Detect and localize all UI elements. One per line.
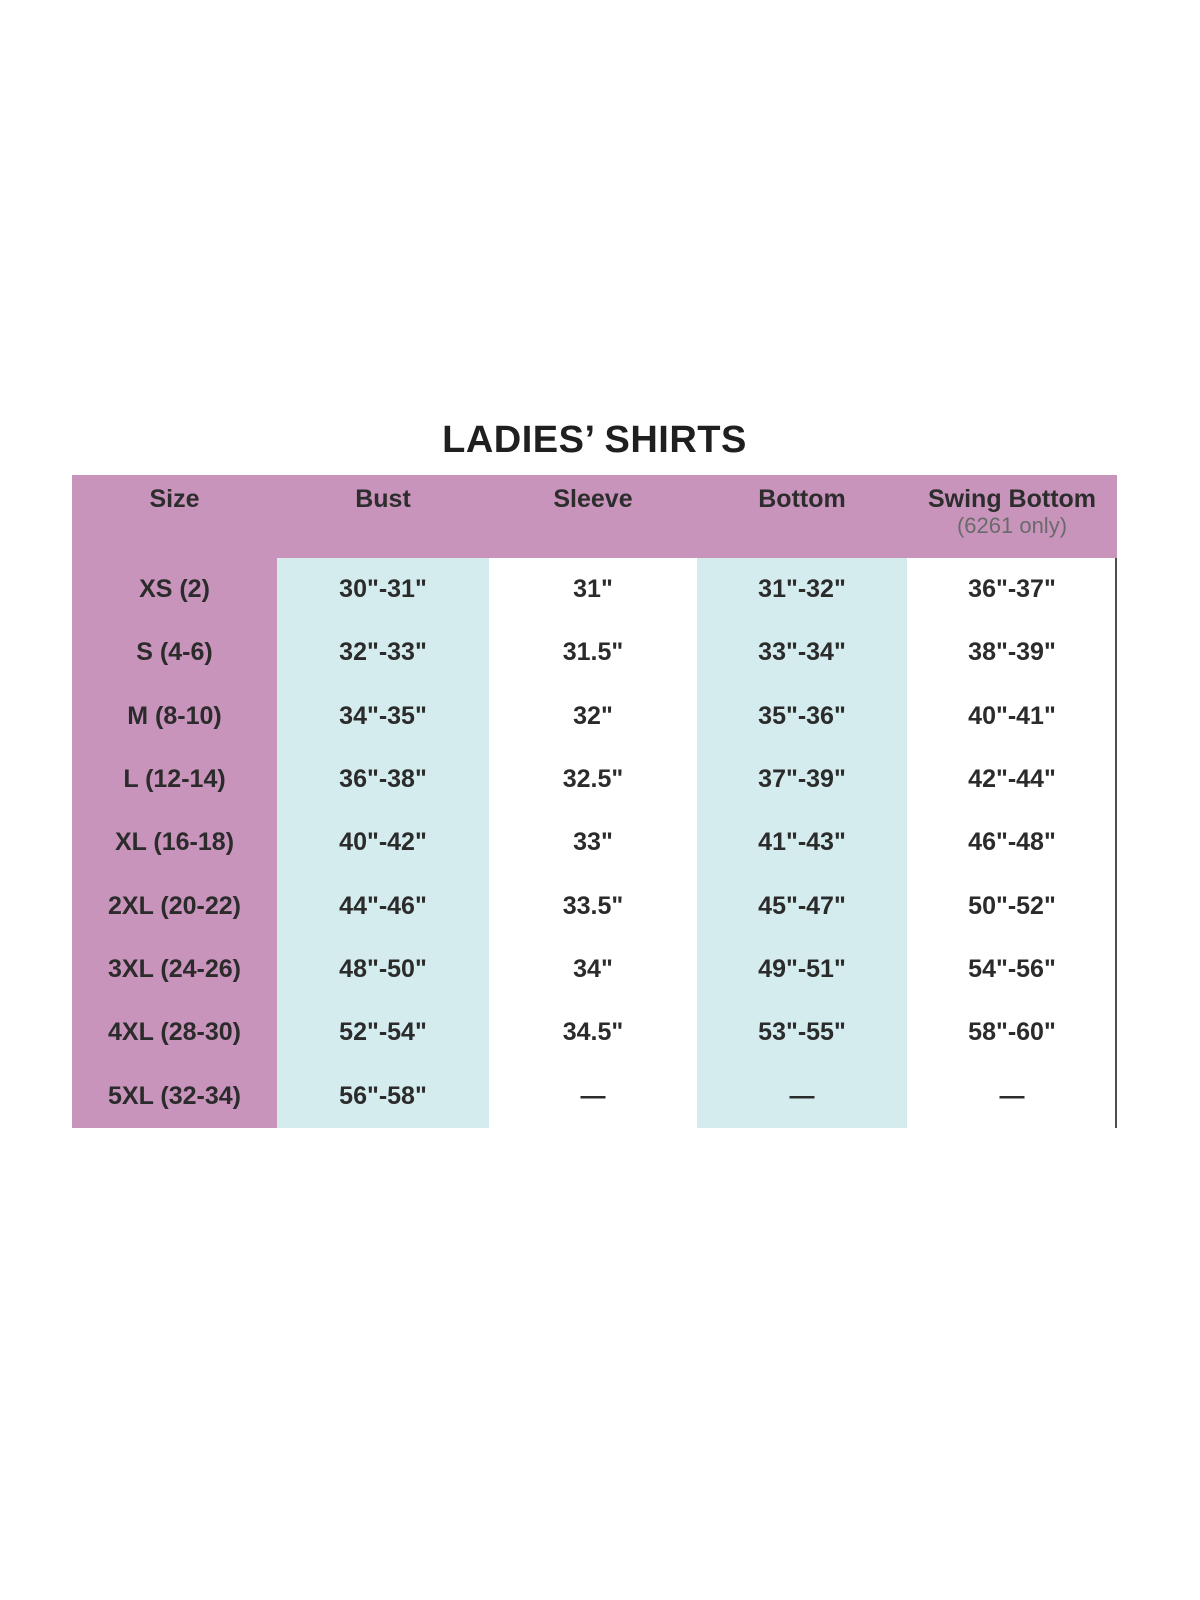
column-header-size: Size (149, 485, 200, 513)
bottom-cell: — (697, 1065, 907, 1128)
bust-cell: 48"-50" (277, 938, 489, 1001)
bust-cell: 44"-46" (277, 875, 489, 938)
bottom-cell: 33"-34" (697, 621, 907, 684)
swing-bottom-cell: — (999, 1081, 1025, 1110)
row-size-label: 2XL (20-22) (72, 875, 277, 938)
table-header-row (72, 475, 1117, 558)
row-size-label: XL (16-18) (72, 811, 277, 874)
bust-cell: 56"-58" (277, 1065, 489, 1128)
swing-bottom-cell: 46"-48" (968, 828, 1056, 857)
sleeve-cell: 32" (573, 701, 613, 730)
row-size-label: L (12-14) (72, 748, 277, 811)
swing-bottom-cell: 54"-56" (968, 955, 1056, 984)
bottom-cell: 31"-32" (697, 558, 907, 621)
column-header-swing-bottom-note: (6261 only) (956, 513, 1068, 538)
row-size-label: M (8-10) (72, 685, 277, 748)
table-body (72, 558, 1117, 1128)
swing-bottom-cell: 58"-60" (968, 1018, 1056, 1047)
row-size-label: XS (2) (72, 558, 277, 621)
sleeve-cell: 33.5" (562, 891, 624, 920)
bust-cell: 52"-54" (277, 1001, 489, 1064)
bottom-cell: 53"-55" (697, 1001, 907, 1064)
row-size-label: S (4-6) (72, 621, 277, 684)
swing-bottom-cell: 38"-39" (968, 638, 1056, 667)
column-header-bust: Bust (355, 485, 411, 513)
bust-cell: 34"-35" (277, 685, 489, 748)
bust-cell: 36"-38" (277, 748, 489, 811)
column-header-bottom: Bottom (758, 485, 846, 513)
size-chart-table (72, 475, 1117, 1128)
bust-cell: 32"-33" (277, 621, 489, 684)
swing-bottom-cell: 36"-37" (968, 575, 1056, 604)
sleeve-cell: 33" (573, 828, 613, 857)
bottom-cell: 37"-39" (697, 748, 907, 811)
sleeve-cell: 34.5" (562, 1018, 624, 1047)
swing-bottom-cell: 42"-44" (968, 765, 1056, 794)
swing-bottom-cell: 40"-41" (968, 701, 1056, 730)
sleeve-cell: 31.5" (562, 638, 624, 667)
sleeve-cell: 32.5" (562, 765, 624, 794)
bust-cell: 30"-31" (277, 558, 489, 621)
column-header-swing-bottom-label: Swing Bottom (927, 485, 1097, 513)
column-header-sleeve: Sleeve (553, 485, 633, 513)
bottom-cell: 49"-51" (697, 938, 907, 1001)
sleeve-cell: 31" (573, 575, 613, 604)
row-size-label: 4XL (28-30) (72, 1001, 277, 1064)
swing-bottom-cell: 50"-52" (968, 891, 1056, 920)
row-size-label: 3XL (24-26) (72, 938, 277, 1001)
page-title: LADIES’ SHIRTS (442, 419, 747, 461)
bottom-cell: 35"-36" (697, 685, 907, 748)
sleeve-cell: — (580, 1081, 606, 1110)
sleeve-cell: 34" (573, 955, 613, 984)
bust-cell: 40"-42" (277, 811, 489, 874)
bottom-cell: 41"-43" (697, 811, 907, 874)
bottom-cell: 45"-47" (697, 875, 907, 938)
column-header-swing-bottom (907, 475, 1117, 558)
row-size-label: 5XL (32-34) (72, 1065, 277, 1128)
